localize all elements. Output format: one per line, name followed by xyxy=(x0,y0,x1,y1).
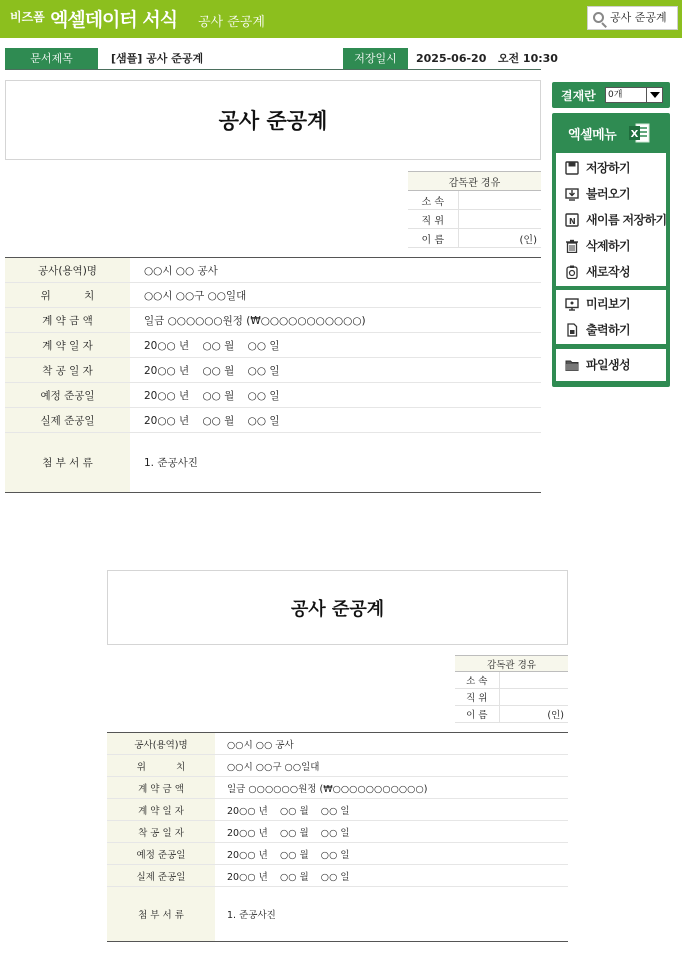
row-value[interactable]: ○○시 ○○구 ○○일대 xyxy=(130,283,541,308)
doc-title-label: 문서제목 xyxy=(5,48,98,69)
load-label: 불러오기 xyxy=(586,187,630,201)
row-value[interactable]: 20○○ 년 ○○ 월 ○○ 일 xyxy=(130,358,541,383)
row-label: 예정 준공일 xyxy=(5,383,130,408)
saved-value: 2025-06-20 오전 10:30 xyxy=(416,52,558,65)
row-label: 실제 준공일 xyxy=(5,408,130,433)
approval-count-value: 0개 xyxy=(608,90,623,100)
preview-label: 미리보기 xyxy=(586,297,630,311)
row-value[interactable]: 1. 준공사진 xyxy=(130,433,541,493)
table-row xyxy=(5,308,541,333)
row-label: 공사(용역)명 xyxy=(107,733,215,755)
row-value[interactable]: ○○시 ○○구 ○○일대 xyxy=(215,755,568,777)
approval-table xyxy=(455,655,568,723)
table-row xyxy=(107,799,568,821)
approval-value[interactable]: (인) xyxy=(458,229,541,248)
row-value[interactable]: 20○○ 년 ○○ 월 ○○ 일 xyxy=(215,865,568,887)
print-label: 출력하기 xyxy=(586,323,630,337)
save-button[interactable] xyxy=(556,155,666,181)
top-header xyxy=(0,0,682,38)
form-table xyxy=(5,257,541,493)
approval-value[interactable] xyxy=(458,191,541,210)
row-value[interactable]: ○○시 ○○ 공사 xyxy=(215,733,568,755)
table-row xyxy=(107,865,568,887)
table-row xyxy=(5,358,541,383)
delete-button[interactable] xyxy=(556,233,666,259)
approval-header: 감독관 경유 xyxy=(455,656,568,672)
svg-text:X: X xyxy=(630,129,639,140)
search-value: 공사 준공계 xyxy=(610,11,667,24)
approval-value[interactable] xyxy=(458,210,541,229)
menu-group-export xyxy=(556,349,666,381)
approval-header: 감독관 경유 xyxy=(408,172,541,191)
table-row xyxy=(107,821,568,843)
row-label: 첨 부 서 류 xyxy=(107,887,215,942)
row-label: 첨 부 서 류 xyxy=(5,433,130,493)
approval-value[interactable] xyxy=(499,672,568,689)
table-row xyxy=(107,843,568,865)
row-value[interactable]: 20○○ 년 ○○ 월 ○○ 일 xyxy=(130,408,541,433)
preview-icon xyxy=(565,297,579,311)
excel-menu-panel xyxy=(552,113,670,387)
save-as-icon xyxy=(565,213,579,227)
excel-icon xyxy=(628,123,650,143)
approval-label: 이 름 xyxy=(408,229,458,248)
table-row xyxy=(107,887,568,942)
table-row xyxy=(107,777,568,799)
form-title: 공사 준공계 xyxy=(107,570,568,645)
svg-text:N: N xyxy=(568,217,576,226)
load-button[interactable] xyxy=(556,181,666,207)
approval-value[interactable] xyxy=(499,689,568,706)
excel-menu-title: 엑셀메뉴 xyxy=(568,128,617,143)
table-row xyxy=(5,258,541,283)
row-value[interactable]: 20○○ 년 ○○ 월 ○○ 일 xyxy=(215,821,568,843)
print-button[interactable] xyxy=(556,317,666,343)
approval-label: 소 속 xyxy=(455,672,499,689)
load-icon xyxy=(565,187,579,201)
create-file-button[interactable] xyxy=(556,352,666,378)
row-label: 위 치 xyxy=(5,283,130,308)
preview-button[interactable] xyxy=(556,291,666,317)
delete-label: 삭제하기 xyxy=(586,239,630,253)
approval-count-label: 결재란 xyxy=(561,89,596,103)
row-label: 계 약 금 액 xyxy=(107,777,215,799)
table-row xyxy=(5,383,541,408)
approval-table xyxy=(408,171,541,248)
table-row xyxy=(5,283,541,308)
table-row xyxy=(107,755,568,777)
saved-label: 저장일시 xyxy=(343,48,408,69)
logo-title[interactable]: 엑셀데이터 서식 xyxy=(50,9,178,31)
menu-group-file xyxy=(556,153,666,286)
magnifier-icon xyxy=(593,12,604,23)
row-value[interactable]: 1. 준공사진 xyxy=(215,887,568,942)
form-title: 공사 준공계 xyxy=(5,80,541,160)
new-doc-icon xyxy=(565,265,579,279)
approval-value[interactable]: (인) xyxy=(499,706,568,723)
row-value[interactable]: 20○○ 년 ○○ 월 ○○ 일 xyxy=(130,333,541,358)
trash-icon xyxy=(565,239,579,253)
row-label: 착 공 일 자 xyxy=(5,358,130,383)
new-document-button[interactable] xyxy=(556,259,666,285)
row-value[interactable]: 일금 ○○○○○○원정 (₩○○○○○○○○○○○) xyxy=(215,777,568,799)
save-as-button[interactable] xyxy=(556,207,666,233)
table-row xyxy=(5,433,541,493)
chevron-down-icon[interactable] xyxy=(646,88,662,102)
approval-label: 직 위 xyxy=(408,210,458,229)
row-label: 착 공 일 자 xyxy=(107,821,215,843)
save-icon xyxy=(565,161,579,175)
new-document-label: 새로작성 xyxy=(586,265,630,279)
row-value[interactable]: 20○○ 년 ○○ 월 ○○ 일 xyxy=(215,799,568,821)
row-label: 계 약 금 액 xyxy=(5,308,130,333)
table-row xyxy=(107,733,568,755)
print-icon xyxy=(565,323,579,337)
folder-icon xyxy=(565,358,579,372)
row-label: 위 치 xyxy=(107,755,215,777)
approval-label: 이 름 xyxy=(455,706,499,723)
approval-label: 직 위 xyxy=(455,689,499,706)
menu-group-print xyxy=(556,290,666,344)
table-row xyxy=(5,408,541,433)
document-info-row xyxy=(5,48,558,70)
row-value[interactable]: 20○○ 년 ○○ 월 ○○ 일 xyxy=(130,383,541,408)
row-value[interactable]: 20○○ 년 ○○ 월 ○○ 일 xyxy=(215,843,568,865)
row-value[interactable]: 일금 ○○○○○○원정 (₩○○○○○○○○○○○) xyxy=(130,308,541,333)
row-value[interactable]: ○○시 ○○ 공사 xyxy=(130,258,541,283)
form-table xyxy=(107,732,568,942)
approval-count-bar xyxy=(552,82,670,108)
approval-label: 소 속 xyxy=(408,191,458,210)
save-as-label: 새이름 저장하기 xyxy=(586,213,667,227)
row-label: 계 약 일 자 xyxy=(5,333,130,358)
create-file-label: 파일생성 xyxy=(586,358,630,372)
logo-small: 비즈폼 xyxy=(10,10,45,24)
approval-count-select[interactable] xyxy=(605,87,663,103)
row-label: 계 약 일 자 xyxy=(107,799,215,821)
table-row xyxy=(5,333,541,358)
search-box[interactable] xyxy=(587,6,678,30)
row-label: 공사(용역)명 xyxy=(5,258,130,283)
row-label: 실제 준공일 xyxy=(107,865,215,887)
header-subtitle: 공사 준공계 xyxy=(198,15,265,30)
doc-title-value[interactable]: [샘플] 공사 준공계 xyxy=(111,52,204,65)
save-label: 저장하기 xyxy=(586,161,630,175)
row-label: 예정 준공일 xyxy=(107,843,215,865)
